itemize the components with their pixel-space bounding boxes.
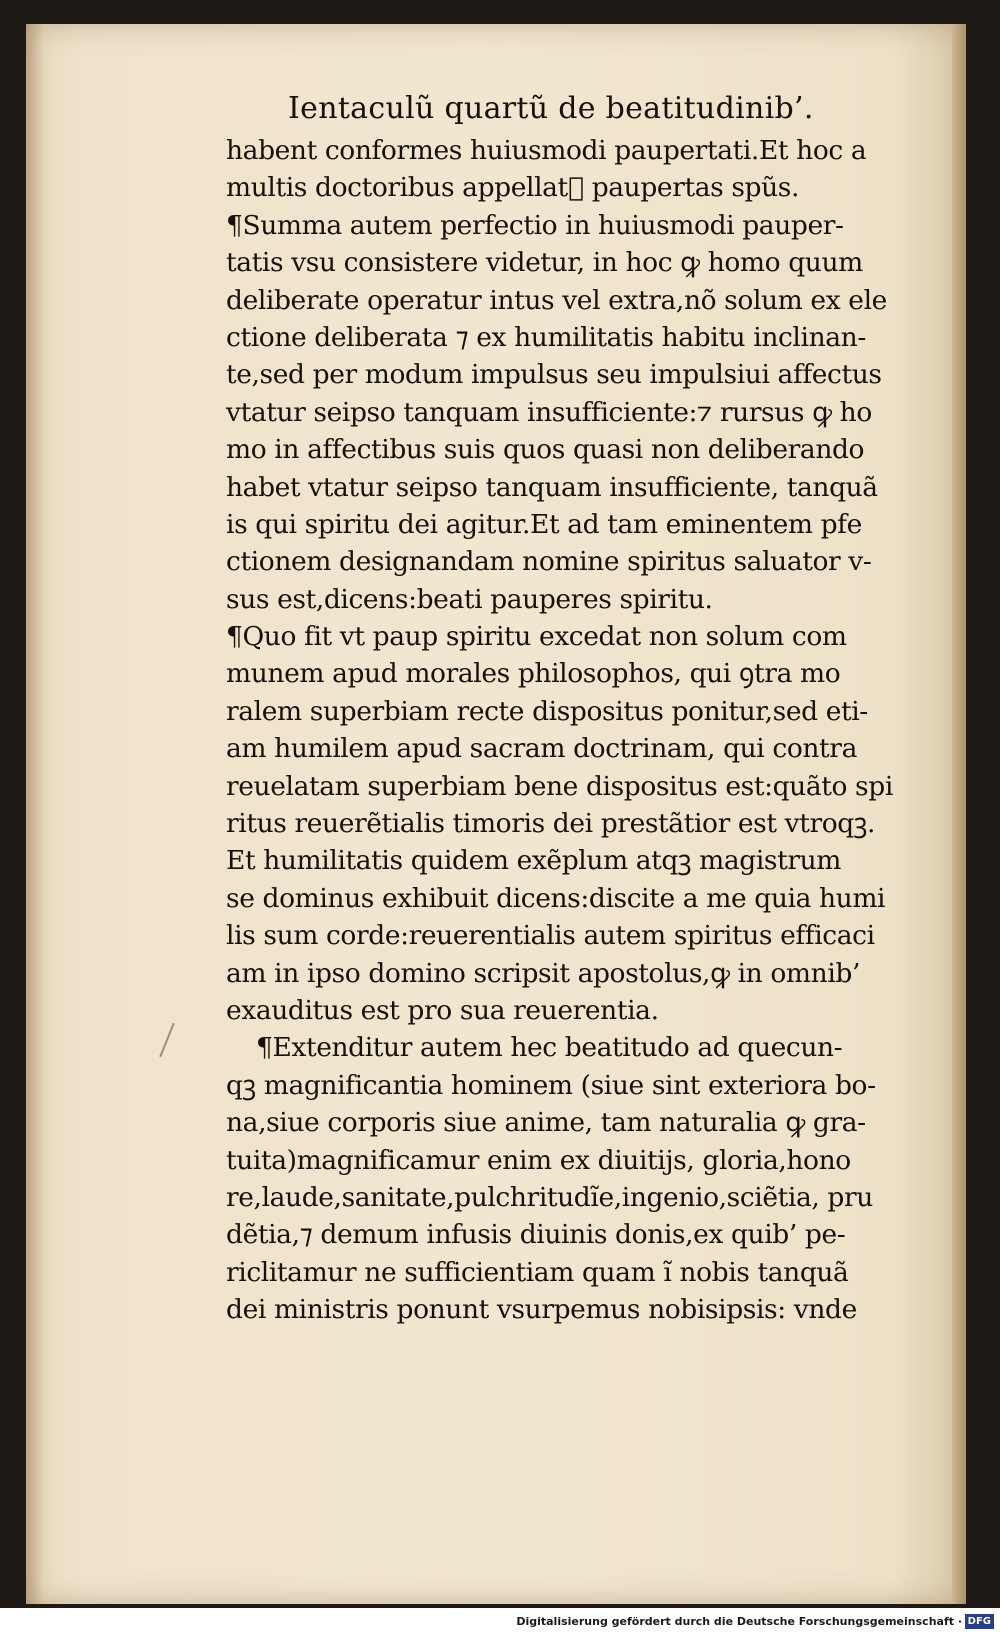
body-text (226, 132, 946, 1329)
text-line: qꝫ magnificantia hominem (siue sint exteriora bo- (226, 1069, 876, 1101)
text-line: ctione deliberata ⁊ ex humilitatis habitu inclinan- (226, 321, 866, 353)
page-edge (952, 24, 966, 1604)
text-line: Et humilitatis quidem exẽplum atqꝫ magistrum (226, 845, 842, 877)
text-line: lis sum corde:reuerentialis autem spiritus efficaci (226, 920, 875, 952)
text-line: sus est,dicens:beati pauperes spiritu. (226, 583, 713, 615)
gutter-shadow (26, 24, 44, 1604)
footer-bar (0, 1608, 1000, 1632)
text-line: riclitamur ne sufficientiam quam ĩ nobis tanquã (226, 1256, 849, 1288)
text-line: ctionem designandam nomine spiritus saluator v- (226, 546, 872, 578)
text-line: am humilem apud sacram doctrinam, qui contra (226, 733, 857, 765)
text-line: re,laude,sanitate,pulchritudĩe,ingenio,sciẽtia, pru (226, 1181, 873, 1213)
text-line: ralem superbiam recte dispositus ponitur,sed eti- (226, 695, 868, 727)
text-line: te,sed per modum impulsus seu impulsiui affectus (226, 359, 882, 391)
text-line: am in ipso domino scripsit apostolus,ꝙ in omnib’ (226, 957, 860, 989)
text-line: tuita)magnificamur enim ex diuitijs, gloria,hono (226, 1144, 851, 1176)
text-line: is qui spiritu dei agitur.Et ad tam eminentem pfe (226, 508, 862, 540)
text-line: multis doctoribus appellatᷣ paupertas spũs. (226, 172, 799, 204)
text-line: exauditus est pro sua reuerentia. (226, 994, 659, 1026)
text-line: tatis vsu consistere videtur, in hoc ꝙ homo quum (226, 247, 863, 279)
text-line: ¶Quo fit vt paup spiritu excedat non solum com (226, 621, 847, 653)
text-block (226, 86, 946, 1329)
text-line: dẽtia,⁊ demum infusis diuinis donis,ex quib’ pe- (226, 1219, 846, 1251)
text-line: habent conformes huiusmodi paupertati.Et hoc a (226, 135, 867, 166)
text-line: ¶Summa autem perfectio in huiusmodi pauper- (226, 209, 844, 241)
running-head: Ientaculũ quartũ de beatitudinib’. (288, 91, 814, 126)
text-line: reuelatam superbiam bene dispositus est:quãto spi (226, 770, 893, 802)
text-line: munem apud morales philosophos, qui ꝯtra mo (226, 658, 841, 690)
text-line: se dominus exhibuit dicens:discite a me quia humi (226, 882, 886, 914)
text-line: ritus reuerẽtialis timoris dei prestãtior est vtroqꝫ. (226, 808, 876, 840)
text-line: mo in affectibus suis quos quasi non deliberando (226, 434, 865, 466)
text-line: na,siue corporis siue anime, tam naturalia ꝙ gra- (226, 1107, 866, 1139)
dfg-logo: DFG (965, 1614, 994, 1629)
text-line: vtatur seipso tanquam insufficiente:⁊ rursus ꝙ ho (226, 396, 872, 428)
text-line: deliberate operatur intus vel extra,nõ solum ex ele (226, 284, 887, 316)
text-line: habet vtatur seipso tanquam insufficiente, tanquã (226, 471, 878, 503)
text-line: ¶Extenditur autem hec beatitudo ad quecun- (256, 1032, 843, 1064)
text-line: dei ministris ponunt vsurpemus nobisipsis: vnde (226, 1294, 857, 1326)
footer-credit: Digitalisierung gefördert durch die Deutsche Forschungsgemeinschaft · (516, 1615, 962, 1628)
margin-pen-mark (159, 1023, 174, 1057)
